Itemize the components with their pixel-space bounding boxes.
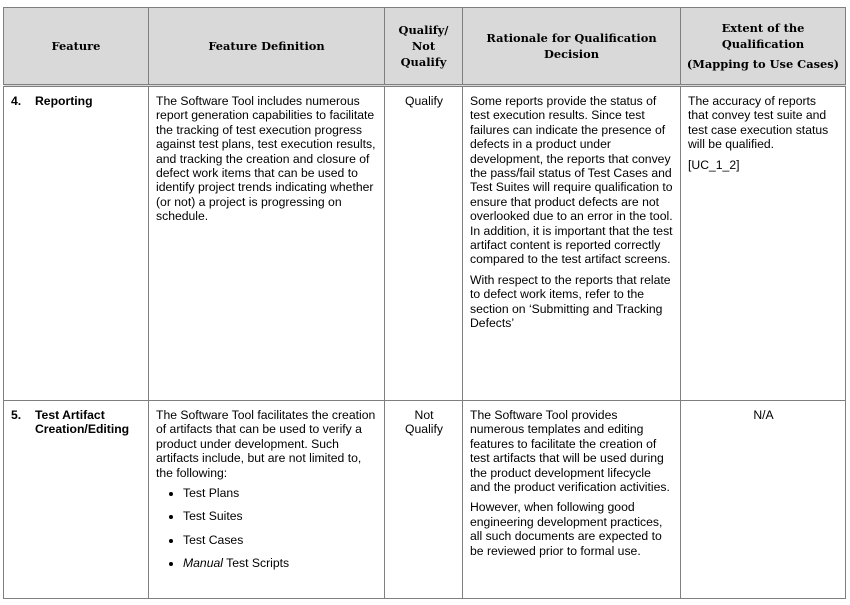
- list-item: • Test Suites: [183, 509, 378, 523]
- header-rationale: Rationale for Qualification Decision: [463, 8, 681, 86]
- qualification-table: [3, 7, 846, 599]
- rationale-cell: [463, 86, 681, 401]
- feature-number: 4.: [11, 94, 22, 108]
- rationale-paragraph: However, when following good engineering development practices, all such documents are expected to be reviewed prior to formal use.: [470, 500, 663, 558]
- feature-cell: [4, 86, 149, 401]
- feature-name: Reporting: [35, 94, 93, 108]
- header-qualify: Qualify/ Not Qualify: [385, 8, 463, 86]
- list-item: [183, 556, 378, 570]
- list-item: • Test Cases: [183, 533, 378, 547]
- use-case-reference: [UC_1_2]: [688, 157, 740, 172]
- feature-cell: [4, 401, 149, 599]
- feature-name: Test Artifact Creation/Editing: [35, 408, 130, 437]
- list-item-emphasis: Manual: [183, 556, 223, 571]
- qualify-cell: Qualify: [385, 86, 463, 401]
- rationale-paragraph: With respect to the reports that relate to defect work items, refer to the section on ‘Submitting and Tracking Defects’: [470, 272, 671, 331]
- table-header-row: [4, 8, 846, 86]
- header-feature-definition: Feature Definition: [149, 8, 385, 86]
- table-row: [4, 401, 846, 599]
- list-item-text: Test Scripts: [222, 556, 290, 571]
- definition-cell: [149, 401, 385, 599]
- header-extent: [681, 8, 846, 86]
- extent-text: The accuracy of reports that convey test suite and test case execution status will be qualified.: [688, 94, 829, 152]
- header-extent-title: Extent of the Qualification: [721, 21, 805, 51]
- definition-text: The Software Tool facilitates the creation of artifacts that can be used to verify a product under development. Such artifacts include, but are not limited to, the following:: [156, 408, 376, 480]
- definition-cell: [149, 86, 385, 401]
- rationale-paragraph: Some reports provide the status of test execution results. Since test failures can indicate the presence of defects in a product under development, the reports that convey the pass/fail status of Test Cases and Test Suites will require qualification to ensure that product defects are not overlooked due to an error in the tool. In addition, it is important that the test artifact content is reported correctly compared to the test artifact screens.: [470, 94, 673, 267]
- list-item: • Test Plans: [183, 486, 378, 500]
- extent-cell: [681, 86, 846, 401]
- feature-number: 5.: [11, 408, 22, 422]
- definition-text: The Software Tool includes numerous report generation capabilities to facilitate the tracking of test execution progress against test plans, test execution results, and tracking the creation and closure of defect work items that can be used to identify project trends indicating whether (or not) a project is progressing on schedule.: [156, 94, 376, 224]
- table-row: [4, 86, 846, 401]
- qualify-cell: [385, 401, 463, 599]
- extent-cell: N/A: [681, 401, 846, 599]
- rationale-cell: [463, 401, 681, 599]
- artifact-list: [156, 486, 378, 571]
- header-extent-mapping: (Mapping to Use Cases): [686, 57, 840, 71]
- qualify-text: Not Qualify: [405, 408, 443, 437]
- header-feature: Feature: [4, 8, 149, 86]
- rationale-paragraph: The Software Tool provides numerous templates and editing features to facilitate the creation of test artifacts that will be used during the product development lifecycle and the product verification activities.: [470, 408, 670, 495]
